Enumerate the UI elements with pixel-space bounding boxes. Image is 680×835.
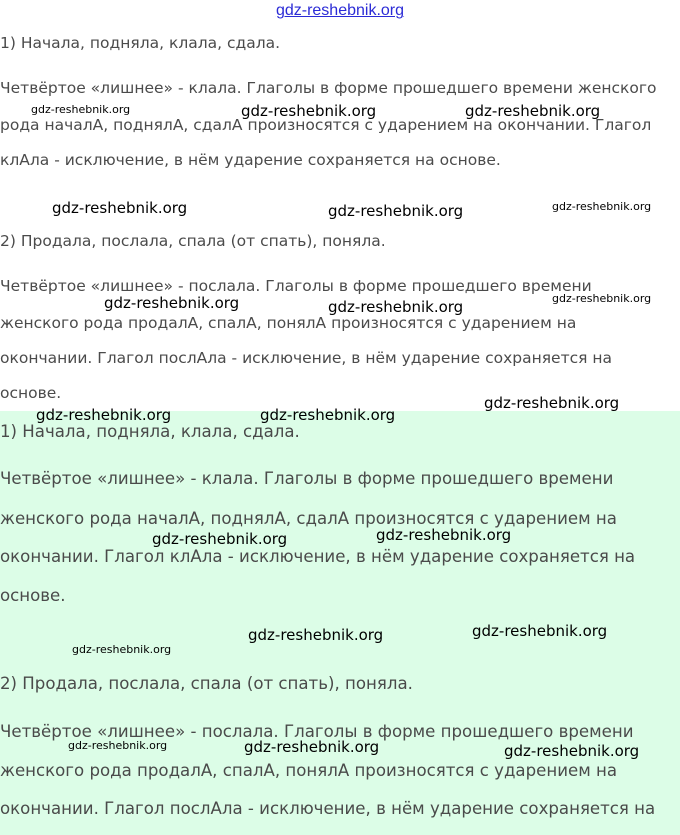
watermark: gdz-reshebnik.org [36, 406, 172, 424]
text-line: женского рода началА, поднялА, сдалА произносятся с ударением на [0, 509, 617, 528]
text-line: женского рода продалА, спалА, понялА произносятся с ударением на [0, 761, 617, 780]
watermark: gdz-reshebnik.org [31, 103, 131, 116]
watermark: gdz-reshebnik.org [465, 102, 601, 120]
text-line: окончании. Глагол клАла - исключение, в нём ударение сохраняется на [0, 547, 636, 566]
watermark: gdz-reshebnik.org [472, 622, 608, 640]
watermark: gdz-reshebnik.org [328, 202, 464, 220]
text-line: рода началА, поднялА, сдалА произносятся с ударением на окончании. Глагол [0, 116, 652, 134]
watermark: gdz-reshebnik.org [376, 526, 512, 544]
watermark: gdz-reshebnik.org [504, 742, 640, 760]
text-line: Четвёртое «лишнее» - послала. Глаголы в форме прошедшего времени [0, 722, 634, 741]
watermark: gdz-reshebnik.org [72, 643, 172, 656]
site-link[interactable]: gdz-reshebnik.org [275, 2, 405, 19]
text-line: 1) Начала, подняла, клала, сдала. [0, 422, 300, 441]
watermark: gdz-reshebnik.org [248, 626, 384, 644]
text-line: 2) Продала, послала, спала (от спать), поняла. [0, 674, 413, 693]
watermark: gdz-reshebnik.org [260, 406, 396, 424]
text-line: женского рода продалА, спалА, понялА произносятся с ударением на [0, 314, 577, 332]
watermark: gdz-reshebnik.org [241, 102, 377, 120]
text-line: Четвёртое «лишнее» - послала. Глаголы в форме прошедшего времени [0, 277, 592, 295]
text-line: окончании. Глагол послАла - исключение, в нём ударение сохраняется на [0, 799, 656, 818]
text-line: клАла - исключение, в нём ударение сохраняется на основе. [0, 151, 501, 169]
text-line: 2) Продала, послала, спала (от спать), поняла. [0, 232, 386, 250]
watermark: gdz-reshebnik.org [328, 298, 464, 316]
text-line: основе. [0, 384, 62, 402]
watermark: gdz-reshebnik.org [104, 294, 240, 312]
watermark: gdz-reshebnik.org [484, 394, 620, 412]
watermark: gdz-reshebnik.org [52, 199, 188, 217]
watermark: gdz-reshebnik.org [244, 738, 380, 756]
watermark: gdz-reshebnik.org [68, 739, 168, 752]
watermark: gdz-reshebnik.org [552, 292, 652, 305]
text-line: Четвёртое «лишнее» - клала. Глаголы в форме прошедшего времени женского [0, 79, 657, 97]
watermark: gdz-reshebnik.org [152, 530, 288, 548]
text-line: окончании. Глагол послАла - исключение, в нём ударение сохраняется на [0, 349, 613, 367]
text-line: 1) Начала, подняла, клала, сдала. [0, 34, 281, 52]
text-line: Четвёртое «лишнее» - клала. Глаголы в форме прошедшего времени [0, 469, 614, 488]
watermark: gdz-reshebnik.org [552, 200, 652, 213]
text-line: основе. [0, 586, 66, 605]
